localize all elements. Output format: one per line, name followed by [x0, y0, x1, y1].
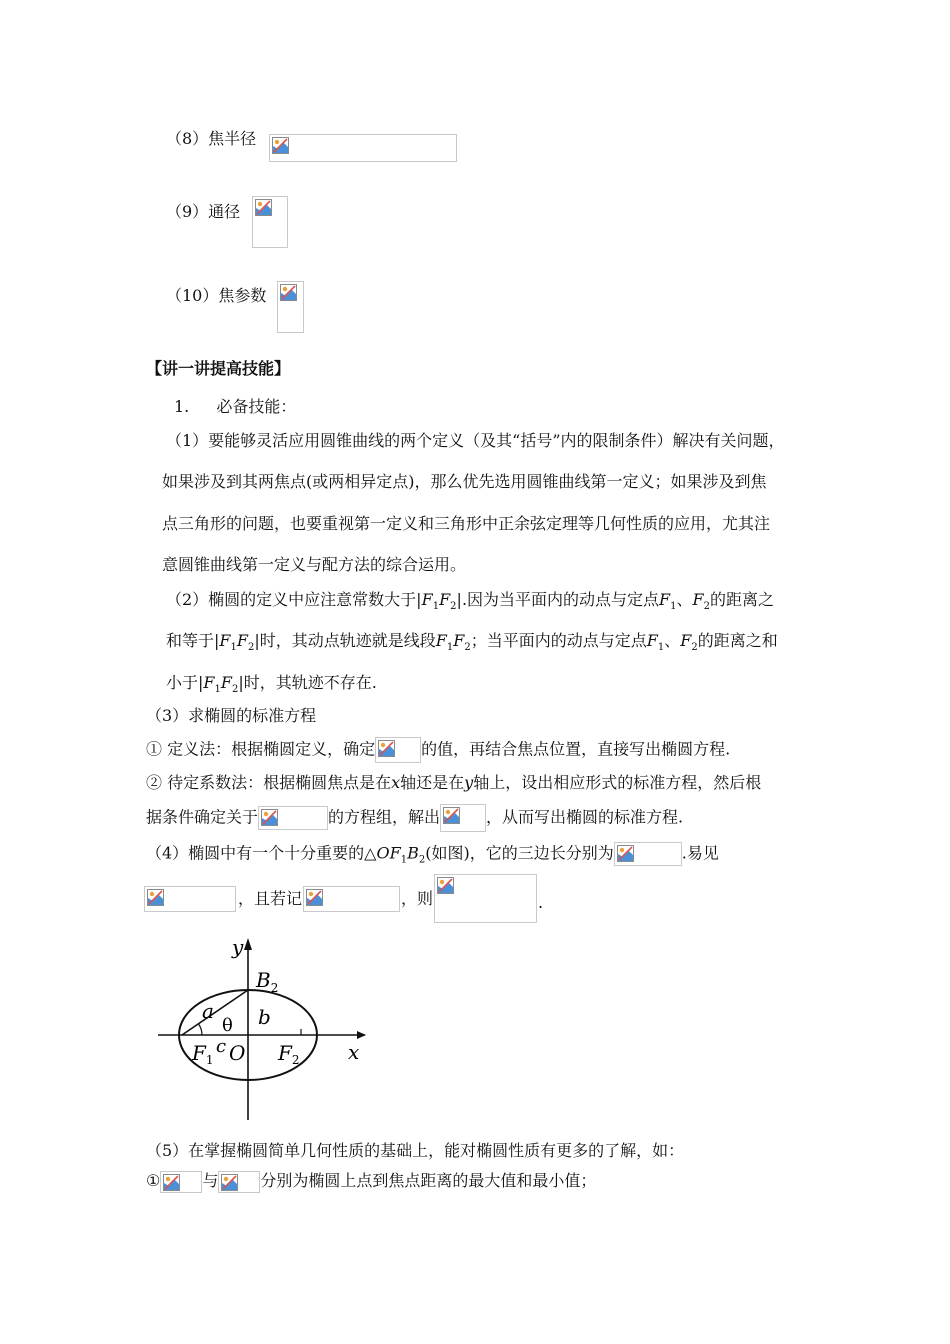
math-F: F [435, 631, 447, 650]
p2-line-3 [166, 672, 377, 701]
broken-image-icon [255, 199, 272, 216]
text-run: 的方程组，解出 [328, 807, 441, 827]
item-focal-radius [166, 128, 256, 150]
text-run: 的距离之 [710, 590, 775, 609]
text-run: |.因为当平面内的动点与定点 [456, 590, 660, 609]
p3-method-2 [146, 772, 761, 794]
broken-image-icon [272, 137, 289, 154]
label-theta: θ [222, 1015, 233, 1036]
label-B-sub: 2 [270, 981, 279, 995]
math-F: F [389, 843, 401, 863]
label-F: F [192, 1041, 206, 1065]
text-run: (如图)，它的三边长分别为 [425, 843, 614, 863]
broken-image-icon [443, 807, 460, 824]
math-B: B [407, 843, 419, 863]
text-run: |时，其动点轨迹就是线段 [254, 631, 436, 650]
y-axis-arrow [244, 938, 252, 950]
skill-number: 1. [174, 397, 190, 416]
item-latus-rectum-label: （9）通径 [166, 202, 241, 221]
text-run: 、 [664, 631, 681, 650]
label-a: a [202, 999, 214, 1023]
broken-image-icon [617, 845, 634, 862]
p4-text-then: ，则 [401, 889, 434, 908]
math-F: F [219, 631, 231, 650]
x-axis-arrow [357, 1031, 366, 1039]
text-run: ① [146, 1171, 161, 1190]
p4-line-1 [146, 842, 719, 872]
broken-image-icon [306, 889, 323, 906]
ellipse-diagram [150, 930, 370, 1124]
label-x: x [348, 1040, 360, 1064]
math-F: F [236, 631, 248, 650]
math-F: F [680, 631, 692, 650]
p4-text-and-if: ，且若记 [238, 889, 303, 908]
text-run: 与 [202, 1171, 219, 1190]
subscript: 2 [691, 642, 698, 654]
label-b: b [258, 1005, 271, 1029]
subscript: 2 [232, 684, 239, 696]
text-run: ① 定义法：根据椭圆定义，确定 [146, 739, 376, 759]
p1-line-1: （1）要能够灵活应用圆锥曲线的两个定义（及其“括号”内的限制条件）解决有关问题， [166, 431, 785, 450]
text-run: 、 [676, 590, 693, 609]
p1-line-2: 如果涉及到其两焦点(或两相异定点)，那么优先选用圆锥曲线第一定义；如果涉及到焦 [162, 472, 767, 491]
math-F: F [659, 590, 671, 609]
p5-line-1 [146, 1170, 596, 1193]
formula-image [252, 196, 288, 248]
formula-image [269, 134, 457, 162]
angle-arc [199, 1024, 203, 1035]
label-O: O [229, 1041, 246, 1065]
broken-image-icon [163, 1174, 180, 1191]
text-run: 轴还是在 [400, 773, 465, 792]
math-F: F [646, 631, 658, 650]
p3-method-1 [146, 737, 730, 763]
p2-line-1 [166, 589, 774, 618]
p5-title: （5）在掌握椭圆简单几何性质的基础上，能对椭圆性质有更多的了解，如： [146, 1141, 685, 1160]
math-F: F [203, 673, 215, 692]
subscript: 1 [214, 684, 221, 696]
subscript: 2 [464, 642, 471, 654]
subscript: 2 [418, 854, 426, 866]
broken-image-icon [261, 809, 278, 826]
formula-image [440, 804, 486, 832]
subscript: 2 [703, 601, 711, 613]
formula-image [258, 806, 328, 830]
text-run: （4）椭圆中有一个十分重要的△ [146, 843, 377, 863]
broken-image-icon [280, 284, 297, 301]
p1-line-4: 意圆锥曲线第一定义与配方法的综合运用。 [162, 555, 467, 574]
item-focal-radius-label: （8）焦半径 [166, 129, 257, 148]
text-run: ；当平面内的动点与定点 [470, 631, 647, 650]
text-run: 轴上，设出相应形式的标准方程，然后根 [473, 773, 762, 792]
item-latus-rectum [166, 201, 240, 223]
skill-heading [174, 396, 296, 418]
text-run: .易见 [681, 843, 719, 863]
subscript: 1 [400, 854, 408, 866]
formula-image [375, 737, 421, 763]
broken-image-icon [221, 1174, 238, 1191]
label-B2 [255, 968, 278, 995]
label-F2 [277, 1041, 300, 1067]
item-focal-parameter [166, 285, 266, 307]
text-run: 和等于| [166, 631, 220, 650]
text-run: |时，其轨迹不存在. [238, 673, 377, 692]
math-F: F [439, 590, 451, 609]
label-F1 [191, 1041, 214, 1067]
formula-image [218, 1171, 260, 1193]
broken-image-icon [378, 740, 395, 757]
formula-image [434, 874, 537, 923]
formula-image [160, 1171, 202, 1193]
label-F1-sub: 1 [205, 1053, 214, 1067]
math-x: x [391, 773, 401, 792]
item-focal-parameter-label: （10）焦参数 [166, 286, 267, 305]
label-F: F [278, 1041, 292, 1065]
p4-text-period: . [538, 893, 544, 912]
p3-title: （3）求椭圆的标准方程 [146, 706, 317, 725]
section-header: 【讲一讲提高技能】 [146, 359, 291, 378]
subscript: 2 [450, 601, 457, 613]
subscript: 1 [432, 601, 440, 613]
formula-image [614, 842, 682, 866]
subscript: 1 [446, 642, 454, 654]
p1-line-3: 点三角形的问题，也要重视第一定义和三角形中正余弦定理等几何性质的应用，尤其注 [162, 514, 771, 533]
math-y: y [464, 773, 474, 792]
math-F: F [421, 590, 433, 609]
broken-image-icon [147, 889, 164, 906]
label-c: c [216, 1036, 227, 1057]
segment-a [182, 990, 248, 1035]
subscript: 1 [657, 642, 665, 654]
formula-image [144, 886, 236, 912]
skill-title: 必备技能： [216, 397, 297, 416]
label-B: B [256, 968, 271, 992]
text-run: （2）椭圆的定义中应注意常数大于| [166, 590, 422, 609]
label-F2-sub: 2 [291, 1053, 300, 1067]
text-run: 的值，再结合焦点位置，直接写出椭圆方程. [421, 739, 731, 759]
text-run: 分别为椭圆上点到焦点距离的最大值和最小值； [260, 1171, 597, 1190]
p3-method-2-cont [146, 804, 683, 832]
formula-image [303, 886, 400, 912]
broken-image-icon [437, 877, 454, 894]
p2-line-2 [166, 630, 778, 659]
math-F: F [692, 590, 704, 609]
text-run: 小于| [166, 673, 204, 692]
subscript: 2 [248, 642, 255, 654]
math-O: O [376, 843, 390, 863]
math-F: F [453, 631, 465, 650]
math-F: F [220, 673, 232, 692]
text-run: ② 待定系数法：根据椭圆焦点是在 [146, 773, 392, 792]
text-run: ，从而写出椭圆的标准方程. [486, 807, 684, 827]
subscript: 1 [670, 601, 677, 613]
formula-image [277, 281, 304, 333]
subscript: 1 [230, 642, 237, 654]
text-run: 的距离之和 [697, 631, 778, 650]
text-run: 据条件确定关于 [146, 807, 259, 827]
label-y: y [232, 935, 244, 959]
